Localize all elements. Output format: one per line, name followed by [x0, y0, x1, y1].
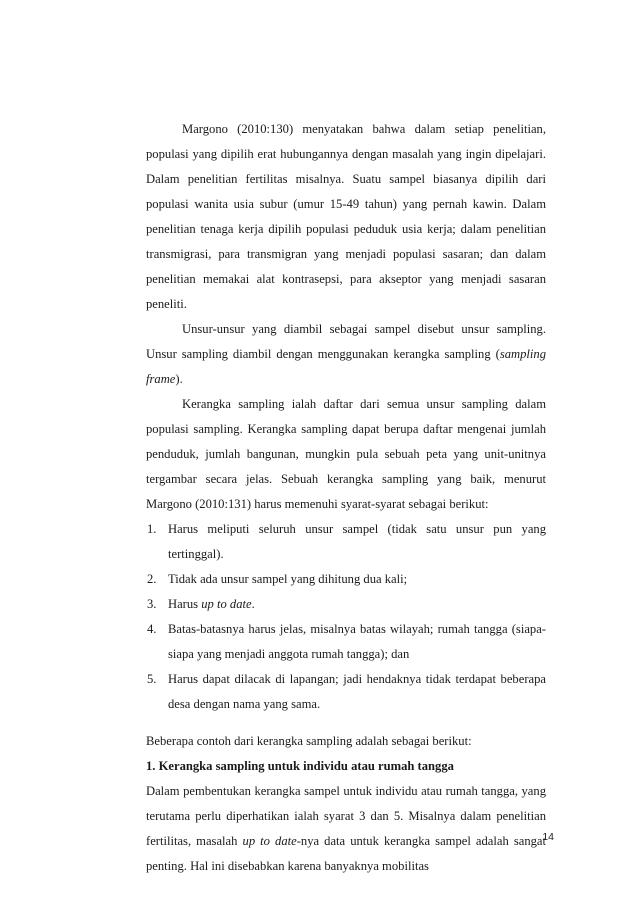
up-to-date-term: up to date [201, 597, 252, 611]
section-body [146, 779, 546, 879]
list-item-text-end: . [251, 597, 255, 611]
list-item-text: Tidak ada unsur sampel yang dihitung dua kali; [168, 572, 408, 586]
list-item [146, 567, 546, 592]
list-number: 2. [147, 572, 157, 586]
paragraph-sampling-unit-end: ). [175, 372, 183, 386]
sampling-frame-term: sampling frame [146, 347, 546, 386]
paragraph-sampling-unit-text: Unsur-unsur yang diambil sebagai sampel disebut unsur sampling. Unsur sampling diambil dengan menggunakan kerangka sampling ( [146, 322, 546, 361]
requirements-list [146, 517, 546, 717]
list-item-text: Batas-batasnya harus jelas, misalnya batas wilayah; rumah tangga (siapa-siapa yang menjadi anggota rumah tangga); dan [168, 622, 546, 661]
list-item [146, 617, 546, 667]
paragraph-margono-population: Margono (2010:130) menyatakan bahwa dalam setiap penelitian, populasi yang dipilih erat hubungannya dengan masalah yang ingin dipelajari. Dalam penelitian fertilitas misalnya. Suatu sampel biasanya dipilih dari populasi wanita usia subur (umur 15-49 tahun) yang pernah kawin. Dalam penelitian tenaga kerja dipilih populasi peduduk usia kerja; dalam penelitian transmigrasi, para transmigran yang menjadi populasi sasaran; dan dalam penelitian memakai alat kontrasepsi, para akseptor yang menjadi sasaran peneliti. [146, 122, 546, 311]
list-number: 3. [147, 597, 157, 611]
page-number: 14 [542, 831, 554, 843]
up-to-date-term: up to date [242, 834, 297, 848]
document-page [146, 117, 546, 879]
list-item [146, 667, 546, 717]
list-item [146, 592, 546, 617]
list-item-text: Harus [168, 597, 202, 611]
list-item [146, 517, 546, 567]
list-number: 5. [147, 672, 157, 686]
section-heading: 1. Kerangka sampling untuk individu atau rumah tangga [146, 759, 454, 773]
list-number: 1. [147, 522, 157, 536]
section-body-text-end: -nya data untuk kerangka sampel adalah sangat penting. Hal ini disebabkan karena banyaknya mobilitas [146, 834, 546, 873]
section-body-text: Dalam pembentukan kerangka sampel untuk individu atau rumah tangga, yang terutama perlu diperhatikan ialah syarat 3 dan 5. Misalnya dalam penelitian fertilitas, masalah [146, 784, 546, 848]
list-item-text: Harus dapat dilacak di lapangan; jadi hendaknya tidak terdapat beberapa desa dengan nama yang sama. [168, 672, 546, 711]
list-item-text: Harus meliputi seluruh unsur sampel (tidak satu unsur pun yang tertinggal). [168, 522, 546, 561]
list-number: 4. [147, 622, 157, 636]
paragraph-sampling-frame-definition: Kerangka sampling ialah daftar dari semua unsur sampling dalam populasi sampling. Kerangka sampling dapat berupa daftar mengenai jumlah penduduk, jumlah bangunan, mungkin pula sebuah peta yang unit-unitnya tergambar secara jelas. Sebuah kerangka sampling yang baik, menurut Margono (2010:131) harus memenuhi syarat-syarat sebagai berikut: [146, 397, 546, 511]
examples-intro: Beberapa contoh dari kerangka sampling adalah sebagai berikut: [146, 734, 472, 748]
paragraph-sampling-unit [146, 317, 546, 392]
